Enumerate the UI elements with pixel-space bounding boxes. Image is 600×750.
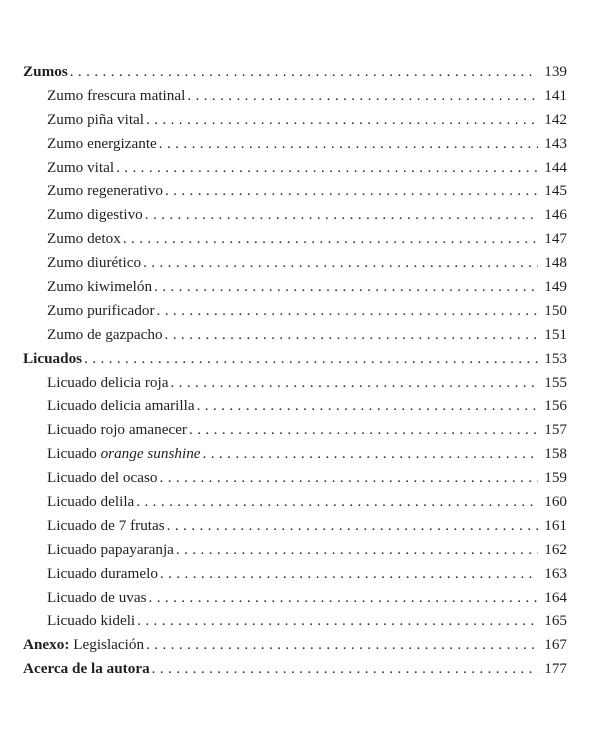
dot-leader — [203, 442, 538, 466]
toc-entry-title — [47, 371, 168, 395]
dot-leader — [143, 251, 538, 275]
toc-entry-title — [47, 251, 141, 275]
dot-leader — [159, 132, 538, 156]
toc-entry-text: Zumo frescura matinal — [47, 86, 186, 104]
toc-entry-text: Zumo piña vital — [47, 110, 145, 128]
toc-entry — [23, 466, 567, 490]
toc-entry — [23, 203, 567, 227]
toc-page-number: 167 — [544, 636, 567, 654]
toc-entry-title — [47, 442, 201, 466]
toc-entry-title — [47, 586, 147, 610]
dot-leader — [146, 108, 538, 132]
toc-entry-bold-label: Zumos — [23, 63, 68, 80]
toc-entry-title — [47, 418, 187, 442]
toc-page-number: 144 — [544, 158, 567, 176]
toc-entry-title — [47, 203, 143, 227]
dot-leader — [165, 179, 538, 203]
toc-entry-title — [47, 466, 158, 490]
toc-entry-bold-label: Acerca de la autora — [23, 660, 150, 678]
toc-entry-text: Licuado delila — [47, 493, 135, 511]
toc-entry — [23, 156, 567, 180]
toc-section-entry — [23, 60, 567, 84]
dot-leader — [146, 633, 538, 657]
toc-entry-text: Licuado — [47, 445, 101, 463]
dot-leader — [145, 203, 538, 227]
toc-entry — [23, 275, 567, 299]
toc-page-number: 159 — [544, 469, 567, 487]
toc-page-number: 142 — [544, 110, 567, 128]
toc-page-number: 149 — [544, 278, 567, 296]
toc-page-number: 164 — [544, 588, 567, 606]
toc-section-entry — [23, 657, 567, 681]
toc-page-number: 143 — [544, 134, 567, 152]
toc-page-number: 151 — [544, 325, 567, 343]
toc-entry-title — [47, 514, 165, 538]
toc-entry-title — [47, 156, 114, 180]
toc-page-number: 162 — [544, 540, 567, 558]
toc-entry-text: Zumo energizante — [47, 134, 157, 152]
toc-entry-text: Licuado del ocaso — [47, 469, 158, 487]
toc-entry-bold-label: Licuados — [23, 349, 83, 367]
toc-entry-title — [47, 227, 121, 251]
dot-leader — [187, 84, 538, 108]
dot-leader — [160, 562, 538, 586]
toc-entry-title — [47, 538, 174, 562]
toc-entry-text: Licuado kideli — [47, 612, 136, 630]
toc-page-number: 148 — [544, 254, 567, 272]
toc-entry-text: Zumo detox — [47, 230, 121, 248]
toc-entry-title — [23, 60, 68, 84]
toc-entry-text: Licuado rojo amanecer — [47, 421, 187, 439]
dot-leader — [157, 299, 538, 323]
toc-page-number: 147 — [544, 230, 567, 248]
toc-entry-text: Zumo regenerativo — [47, 182, 163, 200]
toc-page-number: 139 — [544, 63, 567, 80]
toc-entry — [23, 371, 567, 395]
toc-entry — [23, 538, 567, 562]
dot-leader — [149, 586, 538, 610]
toc-entry — [23, 442, 567, 466]
toc-section-entry — [23, 347, 567, 371]
dot-leader — [165, 323, 538, 347]
toc-section-entry — [23, 633, 567, 657]
dot-leader — [189, 418, 538, 442]
toc-page-number: 161 — [544, 516, 567, 534]
toc-entry — [23, 562, 567, 586]
toc-entry-text: Zumo vital — [47, 158, 115, 176]
dot-leader — [137, 609, 538, 633]
toc-entry — [23, 418, 567, 442]
toc-entry-text: Zumo diurético — [47, 254, 142, 272]
toc-entry — [23, 227, 567, 251]
toc-entry-title — [47, 609, 135, 633]
toc-page-number: 153 — [544, 349, 567, 367]
toc-page-number: 157 — [544, 421, 567, 439]
dot-leader — [70, 60, 538, 84]
toc-entry — [23, 609, 567, 633]
toc-entry-title — [47, 275, 152, 299]
dot-leader — [197, 394, 538, 418]
toc-entry-text: Zumo digestivo — [47, 206, 143, 224]
toc-entry-title — [47, 490, 134, 514]
toc-entry — [23, 251, 567, 275]
dot-leader — [170, 371, 538, 395]
toc-entry-text: Legislación — [69, 636, 145, 654]
toc-entry-text: Zumo de gazpacho — [47, 325, 163, 343]
dot-leader — [154, 275, 538, 299]
toc-page-number: 150 — [544, 301, 567, 319]
toc-entry-title — [47, 84, 185, 108]
toc-page-number: 156 — [544, 397, 567, 415]
toc-entry — [23, 586, 567, 610]
toc-entry-text: Zumo kiwimelón — [47, 278, 153, 296]
dot-leader — [160, 466, 539, 490]
toc-page-number: 163 — [544, 564, 567, 582]
toc-page-number: 158 — [544, 445, 567, 463]
dot-leader — [176, 538, 538, 562]
dot-leader — [152, 657, 538, 681]
toc-page-number: 160 — [544, 493, 567, 511]
toc-entry — [23, 84, 567, 108]
toc-entry-title — [47, 299, 155, 323]
toc-entry — [23, 514, 567, 538]
dot-leader — [167, 514, 538, 538]
toc-entry-italic-text: orange sunshine — [100, 445, 201, 463]
toc-entry-text: Zumo purificador — [47, 301, 155, 319]
toc-entry-title — [23, 347, 82, 371]
toc-entry-title — [47, 132, 157, 156]
toc-entry — [23, 299, 567, 323]
toc-entry-text: Licuado de 7 frutas — [47, 516, 165, 534]
toc-entry — [23, 394, 567, 418]
toc-entry-title — [47, 394, 195, 418]
toc-page-number: 165 — [544, 612, 567, 630]
toc-entry-title — [47, 108, 144, 132]
dot-leader — [136, 490, 538, 514]
toc-entry-text: Licuado delicia amarilla — [47, 397, 195, 415]
toc-entry — [23, 179, 567, 203]
toc-entry-bold-label: Anexo: — [23, 636, 70, 654]
toc-entry-title — [47, 323, 163, 347]
toc-page-number: 145 — [544, 182, 567, 200]
toc-entry — [23, 323, 567, 347]
toc-entry-title — [47, 562, 158, 586]
toc-entry-title — [23, 633, 144, 657]
toc-entry-text: Licuado papayaranja — [47, 540, 174, 558]
toc-entry — [23, 490, 567, 514]
dot-leader — [123, 227, 538, 251]
toc-page-number: 141 — [544, 86, 567, 104]
toc-page-number: 177 — [544, 660, 567, 678]
toc-entry-title — [23, 657, 150, 681]
toc-page-number: 146 — [544, 206, 567, 224]
toc-entry-text: Licuado de uvas — [47, 588, 147, 606]
toc-entry — [23, 108, 567, 132]
toc-entry-text: Licuado duramelo — [47, 564, 158, 582]
toc-entry — [23, 132, 567, 156]
table-of-contents — [23, 60, 567, 681]
toc-entry-text: Licuado delicia roja — [47, 373, 169, 391]
toc-page-number: 155 — [544, 373, 567, 391]
toc-entry-title — [47, 179, 163, 203]
dot-leader — [84, 347, 538, 371]
dot-leader — [116, 156, 538, 180]
